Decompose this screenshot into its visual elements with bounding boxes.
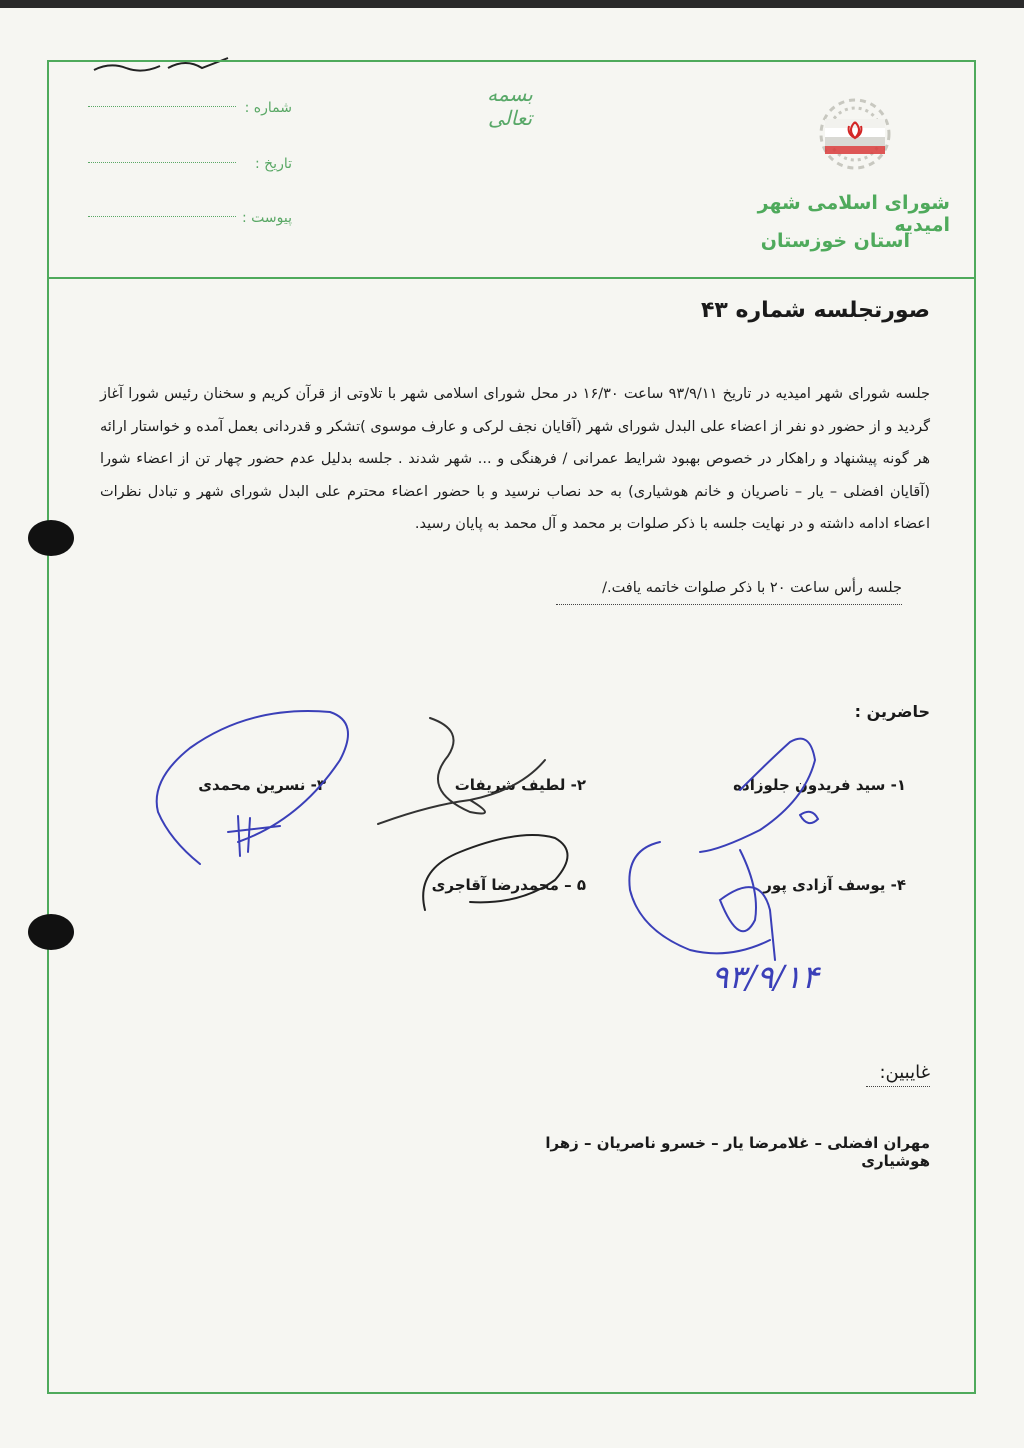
- date-field: [80, 156, 292, 180]
- number-label: شماره :: [244, 100, 292, 116]
- closing-underline: [556, 604, 902, 605]
- org-name: شورای اسلامی شهر امیدیه: [757, 192, 950, 236]
- province-name: استان خوزستان: [760, 230, 910, 252]
- closing-line: جلسه رأس ساعت ۲۰ با ذکر صلوات خاتمه یافت./: [602, 580, 902, 596]
- date-label: تاریخ :: [254, 156, 292, 172]
- header-divider: [47, 277, 976, 279]
- document-title: صورتجلسه شماره ۴۳: [700, 298, 930, 323]
- attachment-field: [80, 210, 292, 234]
- attendee-3: ۳- نسرین محمدی: [198, 776, 326, 794]
- minutes-body: [100, 378, 930, 541]
- attendee-5: ۵ – محمدرضا آقاجری: [431, 876, 586, 894]
- basmala-calligraphy: بسمه تعالی: [487, 82, 533, 130]
- scan-top-edge: [0, 0, 1024, 8]
- absent-list: مهران افضلی – غلامرضا یار – خسرو ناصریان – زهرا هوشیاری: [545, 1134, 930, 1170]
- absent-underline: [866, 1086, 930, 1087]
- attendee-4: ۴- یوسف آزادی پور: [763, 876, 906, 894]
- attendee-1: ۱- سید فریدون جلوزاده: [733, 776, 906, 794]
- minutes-paragraph: جلسه شورای شهر امیدیه در تاریخ ۹۳/۹/۱۱ ساعت ۱۶/۳۰ در محل شورای اسلامی شهر با تلاوتی از قرآن کریم و سخنان رئیس شورا آغاز گردید و از حضور دو نفر از اعضاء علی البدل شورای شهر (آقایان نجف لرکی و عارف موسوی )تشکر و قدردانی بعمل آمده و خواستار ارائه هر گونه پیشنهاد و راهکار در خصوص بهبود شرایط عمرانی / فرهنگی و ... شهر شدند . جلسه بدلیل عدم حضور چهار تن از اعضاء شورا (آقایان افضلی – یار – ناصریان و خانم هوشیاری) به حد نصاب نرسید و با حضور اعضاء محترم علی البدل شورای شهر و تبادل نظرات اعضاء ادامه داشته و در نهایت جلسه با ذکر صلوات بر محمد و آل محمد به پایان رسید.: [100, 386, 930, 532]
- handwritten-date: ۹۳/۹/۱۴: [711, 958, 819, 996]
- absent-label: غایبین:: [879, 1062, 930, 1083]
- punch-hole: [28, 914, 74, 950]
- iran-emblem-icon: [800, 92, 910, 182]
- number-field: [80, 100, 292, 124]
- attachment-label: پیوست :: [242, 210, 292, 226]
- attendee-2: ۲- لطیف شریفات: [454, 776, 586, 794]
- document-frame: [47, 60, 976, 1394]
- present-label: حاضرین :: [854, 702, 930, 721]
- punch-hole: [28, 520, 74, 556]
